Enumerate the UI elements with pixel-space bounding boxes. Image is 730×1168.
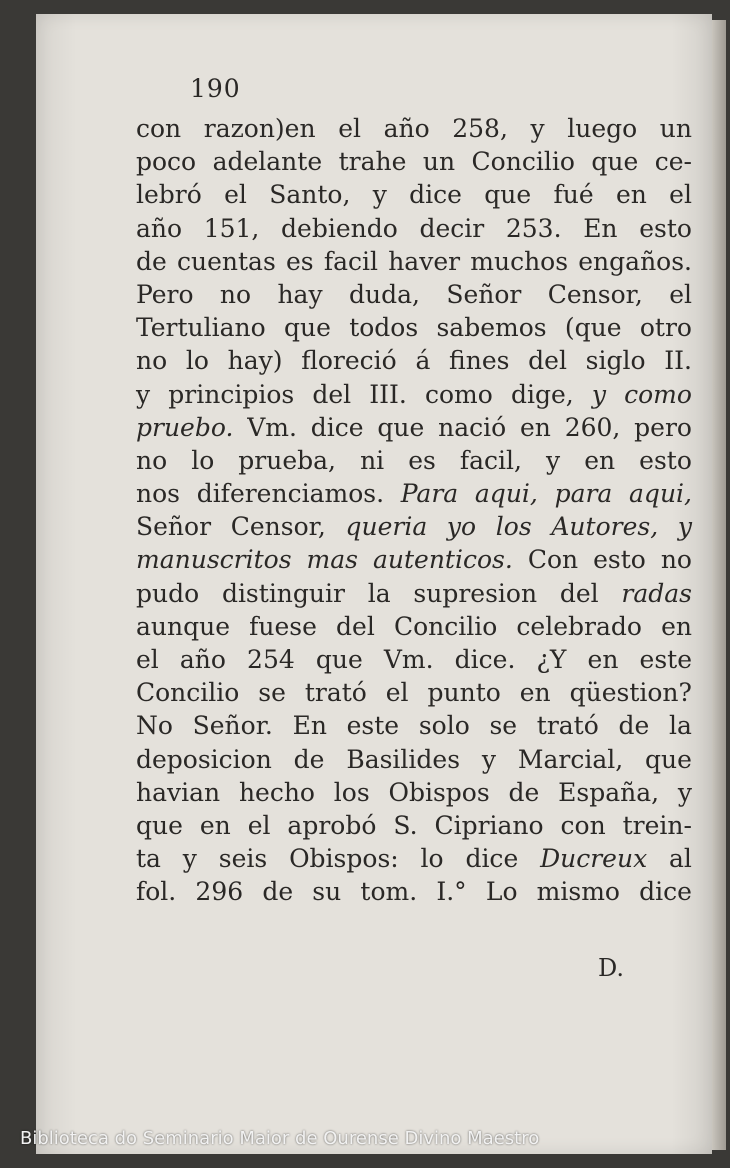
word: adelante (212, 147, 323, 177)
word: de (618, 711, 650, 741)
italic-word: aqui, (629, 479, 692, 509)
word: ni (360, 445, 385, 475)
text-line (136, 145, 692, 178)
italic-word: mas (306, 545, 358, 575)
word: qüestion? (569, 678, 692, 708)
italic-word: Autores, (551, 512, 659, 542)
word: lo (420, 844, 444, 874)
word: un (422, 147, 456, 177)
text-line (136, 543, 692, 576)
text-line (136, 776, 692, 809)
word: deposicion (136, 744, 272, 774)
text-line (136, 178, 692, 211)
word: 254 (247, 645, 295, 674)
word: y (182, 844, 197, 874)
text-line (136, 875, 692, 908)
word: el (338, 114, 361, 143)
word: hay (277, 279, 323, 309)
italic-word: los (495, 512, 532, 542)
word: Cipriano (434, 810, 544, 840)
word: y (136, 379, 151, 409)
word: Basilides (346, 744, 461, 774)
word: seis (218, 844, 268, 874)
text-line (136, 411, 692, 444)
word: y (372, 180, 387, 210)
word: este (639, 645, 692, 674)
italic-word: autenticos. (372, 545, 513, 575)
word: del (528, 346, 567, 376)
word: Concilio (136, 678, 240, 708)
word: cuentas (177, 246, 276, 276)
word: Censor, (230, 512, 326, 542)
text-line (136, 577, 692, 610)
word: razon)en (203, 114, 316, 143)
word: dice (409, 180, 462, 210)
word: III. (369, 379, 407, 409)
word: España, (558, 777, 660, 807)
italic-word: queria (345, 512, 428, 542)
word: havian (136, 777, 221, 807)
word: Obispos (388, 777, 490, 807)
word: este (346, 711, 400, 741)
word: tom. (360, 877, 418, 907)
text-line (136, 610, 692, 643)
word: á (415, 346, 431, 376)
word: S. (393, 810, 418, 840)
word: I.° (436, 877, 467, 907)
italic-word: para (554, 479, 613, 509)
italic-word: pruebo. (136, 412, 234, 442)
word: el (385, 678, 409, 708)
word: el (669, 279, 692, 309)
word: dice. (454, 645, 516, 674)
word: que (377, 412, 425, 442)
word: del (559, 578, 599, 608)
word: de (136, 246, 167, 276)
text-line (136, 709, 692, 742)
word: fuese (249, 611, 317, 641)
word: Pero (136, 279, 194, 309)
page-edge (712, 20, 726, 1150)
word: duda, (348, 279, 420, 309)
word: engaños. (578, 246, 692, 276)
word: que (591, 147, 639, 177)
word: luego (567, 114, 638, 143)
word: nació (438, 412, 507, 442)
word: 260, (564, 412, 621, 442)
word: que (484, 180, 532, 210)
catchword: D. (598, 954, 625, 982)
word: como (425, 379, 493, 409)
word: Concilio (393, 611, 498, 641)
word: en (587, 645, 619, 674)
word: la (669, 711, 692, 741)
word: fines (449, 346, 510, 376)
word: en (615, 180, 647, 210)
text-line (136, 510, 692, 543)
word: No (136, 711, 173, 741)
word: que (645, 744, 692, 774)
word: 296 (195, 877, 244, 907)
word: solo (418, 711, 470, 741)
text-line (136, 344, 692, 377)
word: lebró (136, 180, 202, 210)
word: sabemos (436, 313, 547, 343)
word: en (519, 412, 551, 442)
word: y (481, 744, 497, 774)
word: (que (564, 313, 622, 343)
word: los (333, 777, 370, 807)
word: con (560, 810, 606, 840)
word: esto (639, 213, 692, 243)
italic-word: aqui, (474, 479, 538, 509)
word: facil, (459, 445, 522, 475)
word: fué (553, 180, 594, 210)
italic-word: como (624, 379, 692, 409)
word: trahe (338, 147, 407, 177)
italic-word: radas (621, 578, 692, 608)
word: Vm. (247, 412, 297, 442)
text-line (136, 112, 692, 145)
word: fol. (136, 877, 177, 907)
word: dice (639, 877, 692, 907)
word: Con (527, 545, 579, 575)
word: aunque (136, 611, 231, 641)
word: el (669, 180, 692, 210)
word: año (136, 213, 183, 243)
word: floreció (301, 346, 397, 376)
word: poco (136, 147, 197, 177)
word: haver (388, 246, 461, 276)
text-line (136, 311, 692, 344)
page-number: 190 (190, 74, 241, 103)
word: no (219, 279, 252, 309)
word: ce- (654, 147, 692, 177)
word: en (584, 445, 616, 475)
italic-word: y (591, 379, 606, 409)
body-text (136, 112, 692, 909)
word: celebrado (516, 611, 642, 641)
word: esto (639, 445, 692, 475)
word: trató (304, 678, 367, 708)
word: todos (349, 313, 419, 343)
word: que (136, 810, 183, 840)
word: un (659, 114, 692, 143)
text-line (136, 444, 692, 477)
word: dige, (510, 379, 574, 409)
word: debiendo (281, 213, 398, 243)
word: muchos (470, 246, 569, 276)
word: dice (310, 412, 364, 442)
word: en (519, 678, 551, 708)
word: Señor. (192, 711, 273, 741)
word: se (489, 711, 518, 741)
word: facil (323, 246, 378, 276)
word: con (136, 114, 182, 143)
word: al (669, 844, 692, 874)
library-watermark: Biblioteca do Seminario Maior de Ourense Divino Maestro (20, 1128, 540, 1149)
word: en (199, 810, 231, 840)
word: 151, (203, 213, 260, 243)
italic-word: yo (446, 512, 477, 542)
word: supresion (413, 578, 538, 608)
word: nos (136, 479, 180, 509)
text-line (136, 245, 692, 278)
word: la (367, 578, 391, 608)
text-line (136, 743, 692, 776)
word: Concilio (471, 147, 575, 177)
word: dice (465, 844, 519, 874)
word: y (530, 114, 545, 143)
word: hay) (227, 346, 283, 376)
word: Señor (446, 279, 522, 309)
word: II. (664, 346, 692, 376)
word: siglo (585, 346, 646, 376)
word: no (660, 545, 692, 575)
word: de (508, 777, 540, 807)
text-line (136, 212, 692, 245)
word: otro (639, 313, 692, 343)
word: el (136, 645, 159, 674)
word: que (283, 313, 331, 343)
word: no (136, 346, 168, 376)
word: Vm. (383, 645, 434, 674)
word: En (292, 711, 327, 741)
word: Censor, (547, 279, 643, 309)
word: 258, (452, 114, 508, 143)
word: Santo, (269, 180, 351, 210)
text-line (136, 278, 692, 311)
word: es (286, 246, 314, 276)
word: prueba, (238, 445, 337, 475)
word: Señor (136, 512, 212, 542)
word: decir (419, 213, 485, 243)
word: hecho (238, 777, 315, 807)
word: en (661, 611, 692, 641)
text-line (136, 676, 692, 709)
word: ta (136, 844, 161, 874)
word: Obispos: (289, 844, 399, 874)
word: pero (634, 412, 692, 442)
word: que (315, 645, 363, 674)
text-line (136, 809, 692, 842)
text-line (136, 378, 692, 411)
word: trein- (622, 810, 692, 840)
word: año (179, 645, 226, 674)
text-line (136, 477, 692, 510)
word: punto (427, 678, 501, 708)
word: distinguir (221, 578, 345, 608)
word: el (224, 180, 247, 210)
text-line (136, 643, 692, 676)
word: Lo (485, 877, 518, 907)
word: el (247, 810, 271, 840)
word: aprobó (287, 810, 377, 840)
word: lo (191, 445, 215, 475)
word: 253. (505, 213, 562, 243)
word: En (583, 213, 618, 243)
word: mismo (536, 877, 620, 907)
word: Marcial, (517, 744, 624, 774)
word: no (136, 445, 168, 475)
italic-word: Ducreux (540, 844, 648, 874)
word: de (262, 877, 294, 907)
word: del (336, 611, 375, 641)
word: es (408, 445, 436, 475)
word: lo (185, 346, 209, 376)
word: pudo (136, 578, 200, 608)
word: su (312, 877, 342, 907)
word: y (677, 777, 692, 807)
word: trató (536, 711, 599, 741)
word: Tertuliano (136, 313, 266, 343)
italic-word: Para (400, 479, 459, 509)
word: ¿Y (536, 645, 567, 674)
italic-word: y (677, 512, 692, 542)
word: diferenciamos. (196, 479, 385, 509)
italic-word: manuscritos (136, 545, 292, 575)
text-line (136, 842, 692, 875)
word: del (312, 379, 352, 409)
word: esto (593, 545, 646, 575)
word: se (258, 678, 286, 708)
word: y (546, 445, 561, 475)
word: año (383, 114, 430, 143)
word: de (293, 744, 325, 774)
word: principios (168, 379, 295, 409)
